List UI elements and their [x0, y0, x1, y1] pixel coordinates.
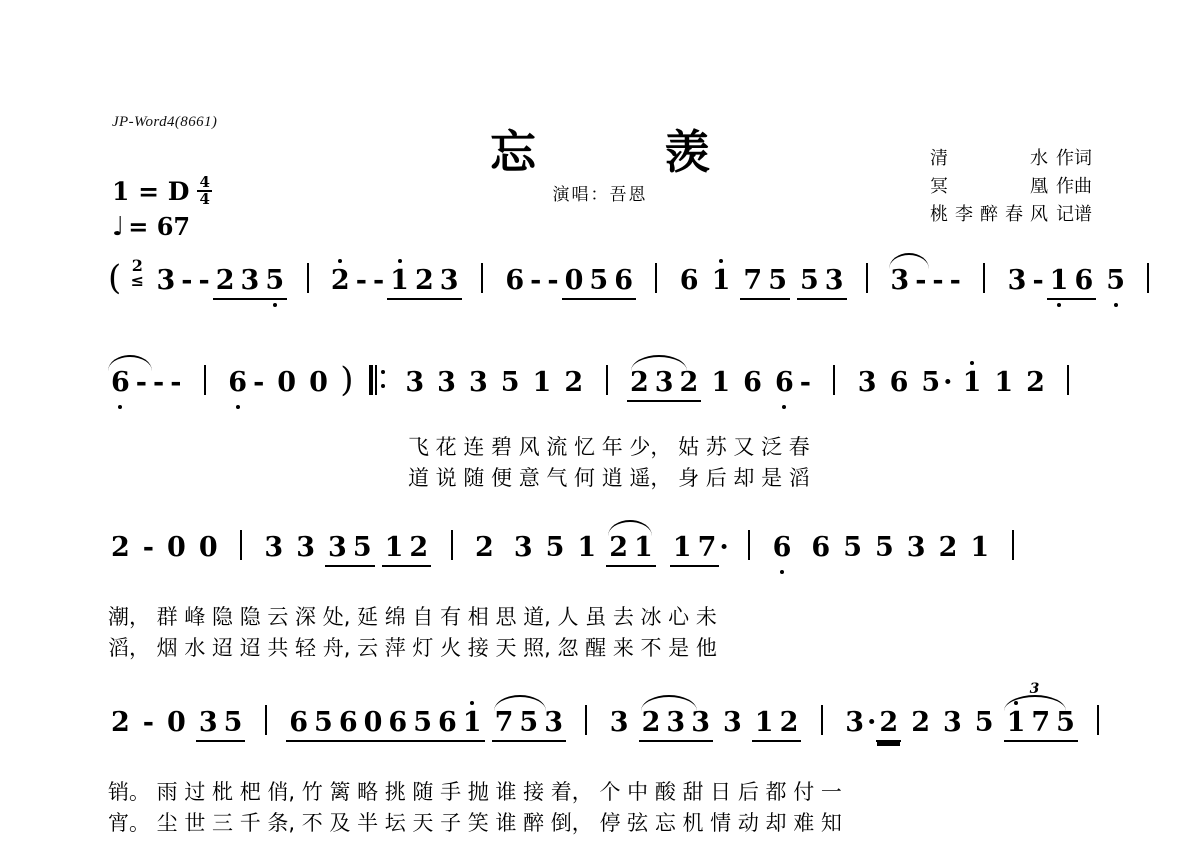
dash: -	[372, 265, 385, 296]
credit-row	[930, 173, 1092, 201]
note: 2	[629, 367, 649, 398]
note-row	[108, 256, 1126, 312]
slur-group	[108, 367, 184, 398]
dash: -	[142, 707, 155, 738]
barline	[265, 705, 267, 735]
note: 1	[387, 265, 412, 296]
dash: -	[1032, 265, 1044, 296]
system-3	[0, 530, 1200, 664]
repeat-start-icon	[369, 365, 381, 395]
note: 2	[409, 532, 429, 563]
beamed-group	[213, 265, 287, 300]
note: 3	[906, 532, 926, 563]
note: 6	[679, 265, 699, 296]
slur-group	[627, 367, 701, 402]
barline	[204, 365, 206, 395]
note: 2	[111, 707, 130, 738]
beamed-group	[562, 265, 636, 300]
triplet-label: 3	[1029, 681, 1040, 697]
note: 5	[1103, 265, 1128, 296]
beamed-group	[876, 707, 901, 742]
augmentation-dot: ·	[719, 532, 729, 563]
credits-block	[930, 145, 1092, 229]
note: 5	[921, 367, 941, 398]
note: 5	[262, 265, 287, 296]
note: 3	[666, 707, 686, 738]
note: 3	[942, 707, 962, 738]
barline	[451, 530, 453, 560]
note: 2	[879, 707, 899, 738]
note: 2	[215, 265, 235, 296]
barline	[866, 263, 868, 293]
slur-group	[606, 532, 656, 567]
note-row	[108, 681, 1092, 759]
beamed-group	[797, 265, 847, 300]
augmentation-dot: ·	[866, 707, 877, 738]
barline	[307, 263, 309, 293]
barline	[1097, 705, 1099, 735]
note: 6	[338, 707, 358, 738]
note: 3	[439, 265, 459, 296]
note: 2	[679, 367, 699, 398]
quarter-note-icon: ♩	[112, 212, 125, 242]
slur-group	[492, 707, 566, 742]
credit-role: 作词	[1056, 148, 1092, 169]
dash: -	[170, 367, 182, 398]
lyrics-block	[108, 602, 1092, 664]
time-signature-numerator: 4	[199, 173, 210, 191]
singer-line: 演唱：吾恩	[552, 185, 648, 205]
dash: -	[181, 265, 193, 296]
note: 3	[1007, 265, 1027, 296]
note: 2	[938, 532, 958, 563]
beamed-group	[752, 707, 802, 742]
barline	[833, 365, 835, 395]
note: 5	[519, 707, 539, 738]
note: 1	[634, 532, 653, 563]
slur-group	[639, 707, 713, 742]
barline	[655, 263, 657, 293]
beamed-group	[740, 265, 790, 300]
note: 2	[111, 532, 130, 563]
note: 1	[709, 265, 734, 296]
note: 1	[1047, 265, 1072, 296]
barline	[585, 705, 587, 735]
clef-mark: 2 ≤	[130, 256, 145, 290]
note: 3	[857, 367, 877, 398]
note: 3	[544, 707, 563, 738]
note: 6	[225, 367, 250, 398]
note: 6	[811, 532, 831, 563]
lyric-line-2: 道 说 随 便 意 气 何 逍 遥， 身 后 却 是 滔	[408, 466, 810, 490]
beamed-group	[639, 707, 713, 742]
note: 6	[772, 367, 797, 398]
barline	[240, 530, 242, 560]
note: 3	[890, 265, 910, 296]
note: 3	[691, 707, 710, 738]
barline	[606, 365, 608, 395]
system-4	[0, 681, 1200, 839]
note: 5	[352, 532, 372, 563]
dash: -	[949, 265, 961, 296]
note: 7	[1031, 707, 1051, 738]
credit-name: 桃李醉春风	[930, 204, 1048, 225]
key-signature	[112, 173, 212, 208]
lyric-line-2: 宵。 尘 世 三 千 条, 不 及 半 坛 天 子 笑 谁 醉 倒， 停 弦 忘 机 情 动 却 难 知	[108, 811, 842, 835]
note: 5	[500, 367, 520, 398]
note: 5	[974, 707, 994, 738]
note: 6	[770, 532, 795, 563]
barline	[1067, 365, 1069, 395]
beamed-group	[325, 532, 375, 567]
system-1	[0, 258, 1200, 312]
note: 2	[414, 265, 434, 296]
note: 0	[309, 367, 328, 398]
note: 1	[970, 532, 990, 563]
note: 6	[889, 367, 909, 398]
note: 3	[405, 367, 425, 398]
time-signature-denominator: 4	[199, 190, 210, 208]
dash: -	[198, 265, 210, 296]
note: 1	[384, 532, 404, 563]
note: 3	[654, 367, 674, 398]
tempo-value: = 67	[128, 212, 191, 241]
beamed-group	[1047, 265, 1097, 300]
note: 6	[743, 367, 762, 398]
dash: -	[915, 265, 927, 296]
note: 7	[697, 532, 717, 563]
barline	[1147, 263, 1149, 293]
open-paren: (	[108, 258, 122, 298]
dash: -	[355, 265, 367, 296]
lyric-line-2: 滔， 烟 水 迢 迢 共 轻 舟, 云 萍 灯 火 接 天 照, 忽 醒 来 不 是 他	[108, 636, 717, 660]
beamed-group	[627, 367, 701, 402]
note: 2	[475, 532, 494, 563]
barline	[1012, 530, 1014, 560]
note: 6	[388, 707, 408, 738]
system-2	[0, 360, 1200, 494]
dash: -	[142, 532, 155, 563]
tempo-marking	[112, 212, 190, 241]
note: 5	[875, 532, 894, 563]
note-row	[108, 360, 1092, 414]
note: 3	[240, 265, 260, 296]
note: 3	[437, 367, 456, 398]
barline	[821, 705, 823, 735]
credit-name: 清 水	[930, 148, 1048, 169]
credit-role: 记谱	[1056, 204, 1092, 225]
time-signature	[197, 173, 211, 208]
note: 2	[564, 367, 584, 398]
note: 3	[824, 265, 844, 296]
note: 6	[438, 707, 457, 738]
note: 3	[845, 707, 864, 738]
lyric-line-1: 销。 雨 过 枇 杷 俏, 竹 篱 略 挑 随 手 抛 谁 接 着， 个 中 酸 甜 日 后 都 付 一	[108, 780, 842, 804]
note: 5	[223, 707, 243, 738]
dash: -	[799, 367, 811, 398]
beamed-group	[286, 707, 484, 742]
note: 5	[413, 707, 432, 738]
note: 2	[609, 532, 628, 563]
note: 3	[468, 367, 488, 398]
note: 1	[711, 367, 731, 398]
beamed-group	[606, 532, 656, 567]
dash: -	[530, 265, 542, 296]
note: 3	[513, 532, 533, 563]
note: 5	[843, 532, 862, 563]
note: 6	[1074, 265, 1094, 296]
lyric-line-1: 飞 花 连 碧 风 流 忆 年 少， 姑 苏 又 泛 春	[408, 435, 810, 459]
note: 1	[960, 367, 985, 398]
note: 3	[722, 707, 742, 738]
note: 5	[799, 265, 819, 296]
note: 1	[460, 707, 485, 738]
note: 0	[363, 707, 383, 738]
note: 5	[589, 265, 609, 296]
dash: -	[135, 367, 148, 398]
note: 5	[768, 265, 787, 296]
note: 1	[532, 367, 552, 398]
key-signature-label: 1 = D	[112, 176, 190, 206]
note: 0	[564, 265, 584, 296]
dash: -	[547, 265, 559, 296]
credit-row	[930, 145, 1092, 173]
note: 3	[609, 707, 629, 738]
note: 5	[545, 532, 565, 563]
dash: -	[932, 265, 944, 296]
note: 3	[296, 532, 316, 563]
barline	[748, 530, 750, 560]
note: 0	[167, 532, 186, 563]
barline	[983, 263, 985, 293]
note: 1	[1004, 707, 1029, 738]
note: 6	[108, 367, 133, 398]
lyrics-block	[108, 777, 1092, 839]
note: 3	[328, 532, 347, 563]
credit-row	[930, 201, 1092, 229]
note: 0	[198, 532, 218, 563]
triplet-group	[1004, 681, 1078, 742]
dash: -	[153, 367, 165, 398]
barline	[481, 263, 483, 293]
beamed-group	[387, 265, 461, 300]
note: 2	[641, 707, 661, 738]
document-id: JP-Word4(8661)	[112, 114, 218, 130]
note: 1	[994, 367, 1014, 398]
note: 1	[754, 707, 774, 738]
beamed-group	[492, 707, 566, 742]
note: 0	[167, 707, 186, 738]
note: 2	[911, 707, 930, 738]
augmentation-dot: ·	[943, 367, 953, 398]
lyrics-block	[108, 432, 1092, 494]
note: 6	[289, 707, 309, 738]
note: 3	[156, 265, 176, 296]
beamed-group	[382, 532, 432, 567]
note-row	[108, 530, 1092, 584]
beamed-group	[1004, 707, 1078, 742]
note: 3	[198, 707, 218, 738]
note: 7	[494, 707, 514, 738]
credit-role: 作曲	[1056, 176, 1092, 197]
note: 5	[1056, 707, 1075, 738]
dash: -	[253, 367, 265, 398]
close-paren: )	[340, 360, 354, 400]
note: 3	[264, 532, 284, 563]
note: 0	[277, 367, 297, 398]
beamed-group	[670, 532, 720, 567]
note: 1	[577, 532, 597, 563]
note: 1	[672, 532, 692, 563]
note: 2	[1026, 367, 1045, 398]
beamed-group	[196, 707, 246, 742]
note: 6	[614, 265, 633, 296]
lyric-line-1: 潮， 群 峰 隐 隐 云 深 处, 延 绵 自 有 相 思 道, 人 虽 去 冰 心 未	[108, 605, 717, 629]
note: 2	[779, 707, 799, 738]
note: 5	[314, 707, 333, 738]
note: 7	[743, 265, 763, 296]
page-title: 忘 羡	[489, 125, 766, 179]
slur-group	[887, 265, 963, 296]
note: 2	[328, 265, 353, 296]
credit-name: 冥 凰	[930, 176, 1048, 197]
note: 6	[505, 265, 525, 296]
